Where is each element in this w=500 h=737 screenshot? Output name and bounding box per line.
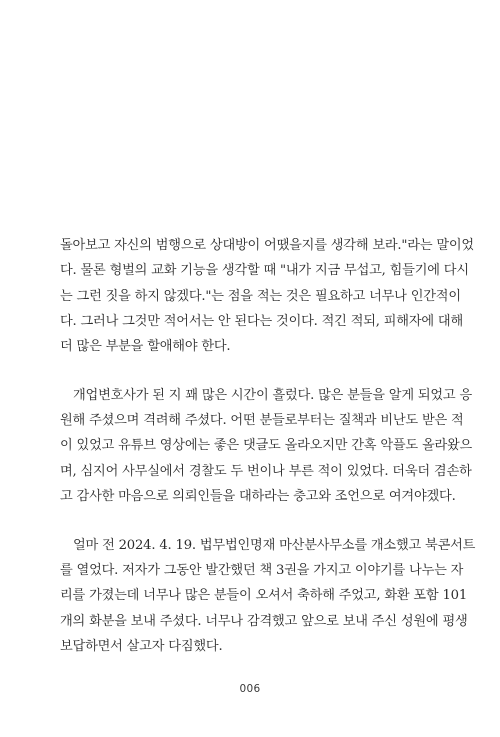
paragraph-2-line-2: 원해 주셨으며 격려해 주셨다. 어떤 분들로부터는 질책과 비난도 받은 적 [60,413,464,428]
paragraph-3-line-2: 를 열었다. 저자가 그동안 발간했던 책 3권을 가지고 이야기를 나누는 자 [60,563,464,578]
paragraph-3-line-3: 리를 가졌는데 너무나 많은 분들이 오셔서 축하해 주었고, 화환 포함 101 [60,588,468,603]
paragraph-1-line-4: 다. 그러나 그것만 적어서는 안 된다는 것이다. 적긴 적되, 피해자에 대해 [60,314,463,329]
paragraph-1-line-1: 돌아보고 자신의 범행으로 상대방이 어땠을지를 생각해 보라."라는 말이었 [60,238,474,253]
paragraph-1-line-5: 더 많은 부분을 할애해야 한다. [60,339,231,354]
page-number: 006 [239,683,261,695]
paragraph-2-line-4: 며, 심지어 사무실에서 경찰도 두 번이나 부른 적이 있었다. 더욱더 겸손하 [60,464,472,479]
paragraph-2-line-5: 고 감사한 마음으로 의뢰인들을 대하라는 충고와 조언으로 여겨야겠다. [60,489,456,504]
paragraph-1-line-3: 는 그런 짓을 하지 않겠다."는 점을 적는 것은 필요하고 너무나 인간적이 [60,289,461,304]
paragraph-2-line-1: 개업변호사가 된 지 꽤 많은 시간이 흘렀다. 많은 분들을 알게 되었고 응 [73,388,472,403]
paragraph-2-line-3: 이 있었고 유튜브 영상에는 좋은 댓글도 올라오지만 간혹 악플도 올라왔으 [60,438,473,453]
paragraph-3-line-5: 보답하면서 살고자 다짐했다. [60,639,223,654]
paragraph-3-line-1: 얼마 전 2024. 4. 19. 법무법인명재 마산분사무소를 개소했고 북콘서트 [73,538,476,553]
paragraph-1-line-2: 다. 물론 형벌의 교화 기능을 생각할 때 "내가 지금 무섭고, 힘들기에 다시 [60,263,469,278]
paragraph-3-line-4: 개의 화분을 보내 주셨다. 너무나 감격했고 앞으로 보내 주신 성원에 평생 [60,614,468,629]
